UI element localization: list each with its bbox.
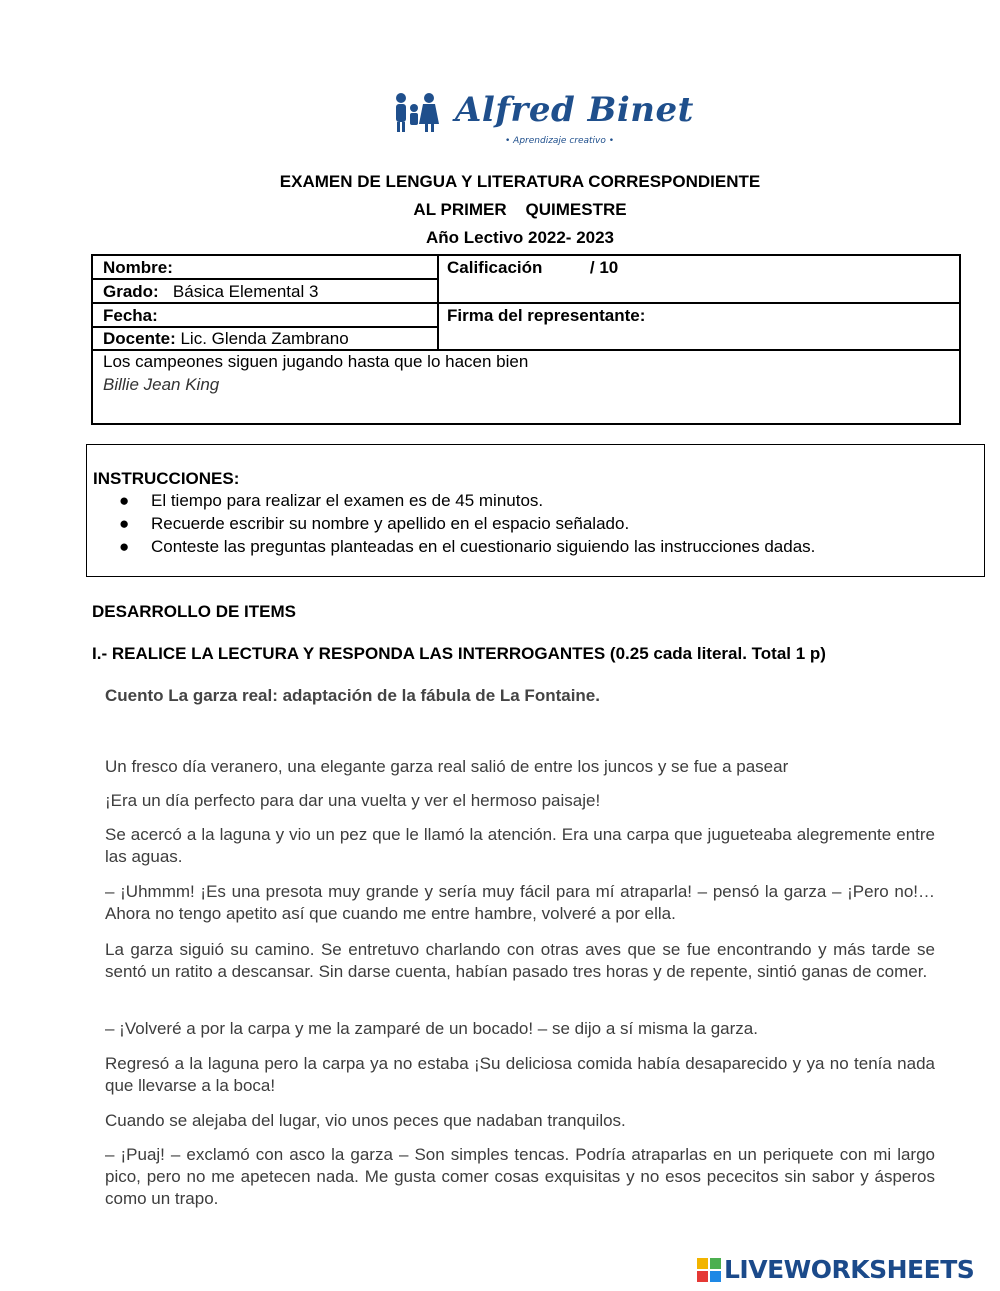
instruction-item: ● El tiempo para realizar el examen es de 45 minutos. — [119, 491, 544, 510]
docente-row — [93, 329, 349, 349]
quote-text: Los campeones siguen jugando hasta que lo hacen bien — [103, 352, 529, 371]
section-desarrollo: DESARROLLO DE ITEMS — [92, 602, 297, 621]
bullet-icon: ● — [119, 491, 130, 510]
student-info-table — [91, 254, 961, 425]
exam-title-line3: Año Lectivo 2022- 2023 — [425, 228, 615, 247]
exam-title-line1: EXAMEN DE LENGUA Y LITERATURA CORRESPONDIENTE — [279, 172, 761, 191]
moon-family-icon — [355, 84, 455, 166]
grado-label: Grado: — [103, 282, 159, 301]
docente-label: Docente: — [103, 329, 176, 348]
bullet-icon: ● — [119, 537, 130, 556]
liveworksheets-brand — [697, 1255, 997, 1285]
instructions-title: INSTRUCCIONES: — [93, 469, 240, 488]
instructions-box — [86, 444, 985, 577]
exam-title-line2: AL PRIMER QUIMESTRE — [413, 200, 627, 219]
calificacion-max: / 10 — [589, 258, 619, 277]
story-paragraph: Se acercó a la laguna y vio un pez que le llamó la atención. Era una carpa que jugueteaba alegremente entre las aguas. — [105, 825, 935, 866]
bullet-icon: ● — [119, 514, 130, 533]
instruction-item: ● Recuerde escribir su nombre y apellido en el espacio señalado. — [119, 514, 630, 533]
logo-tagline: • Aprendizaje creativo • — [505, 136, 615, 146]
story-paragraph: Cuando se alejaba del lugar, vio unos peces que nadaban tranquilos. — [105, 1111, 626, 1130]
section-part1-heading: I.- REALICE LA LECTURA Y RESPONDA LAS INTERROGANTES (0.25 cada literal. Total 1 p) — [92, 644, 826, 663]
nombre-label: Nombre: — [103, 258, 173, 277]
fecha-label: Fecha: — [103, 306, 158, 325]
calificacion-label: Calificación — [447, 258, 543, 277]
grado-row — [93, 282, 318, 302]
firma-label: Firma del representante: — [447, 306, 646, 325]
school-logo — [355, 84, 694, 166]
calificacion-row — [437, 258, 618, 278]
story-paragraph: Regresó a la laguna pero la carpa ya no estaba ¡Su deliciosa comida había desaparecido y ya no tenía nada que llevarse a la boca! — [105, 1054, 935, 1095]
story-paragraph: Un fresco día veranero, una elegante garza real salió de entre los juncos y se fue a pasear — [105, 757, 789, 776]
grado-value: Básica Elemental 3 — [172, 282, 319, 301]
story-paragraph: ¡Era un día perfecto para dar una vuelta y ver el hermoso paisaje! — [105, 791, 601, 810]
story-paragraph: – ¡Puaj! – exclamó con asco la garza – Son simples tencas. Podría atraparlas en un periquete con mi largo pico, pero no me apetecen nada. Me gusta comer cosas exquisitas y no esos pececitos sin sabor y ásperos como un trapo. — [105, 1145, 935, 1208]
story-paragraph: – ¡Uhmmm! ¡Es una presota muy grande y sería muy fácil para mí atraparla! – pensó la garza – ¡Pero no!… Ahora no tengo apetito así que cuando me entre hambre, volveré a por ella. — [105, 882, 935, 923]
story-paragraph: – ¡Volveré a por la carpa y me la zamparé de un bocado! – se dijo a sí misma la garza. — [105, 1019, 758, 1038]
docente-value: Lic. Glenda Zambrano — [180, 329, 349, 348]
logo-name: Alfred Binet — [455, 90, 694, 130]
cubes-logo-icon — [697, 1258, 721, 1282]
brand-name: LIVEWORKSHEETS — [724, 1255, 975, 1284]
instruction-item: ● Conteste las preguntas planteadas en el cuestionario siguiendo las instrucciones dadas. — [119, 537, 816, 556]
story-title: Cuento La garza real: adaptación de la fábula de La Fontaine. — [105, 686, 600, 705]
quote-author: Billie Jean King — [103, 375, 220, 394]
story-paragraph: La garza siguió su camino. Se entretuvo charlando con otras aves que se fue encontrando y más tarde se sentó un ratito a descansar. Sin darse cuenta, habían pasado tres horas y de repente, sintió ganas de comer. — [105, 940, 935, 981]
